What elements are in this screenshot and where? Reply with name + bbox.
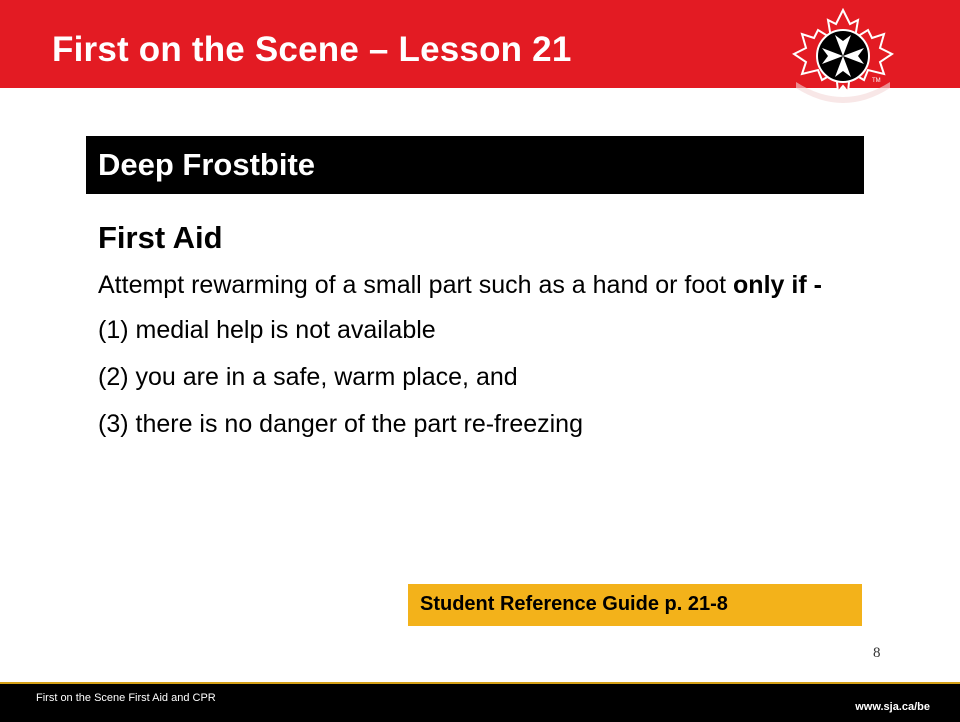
list-item: (2) you are in a safe, warm place, and [98,363,518,391]
intro-paragraph [98,268,838,303]
list-item: (1) medial help is not available [98,316,436,344]
footer-course-name: First on the Scene First Aid and CPR [36,692,216,704]
page-number: 8 [873,645,881,661]
subheading: First Aid [98,220,223,255]
section-title: Deep Frostbite [98,147,316,182]
list-item: (3) there is no danger of the part re-freezing [98,410,583,438]
trademark-mark: TM [872,78,881,84]
intro-bold-text: only if - [733,271,822,299]
intro-text: Attempt rewarming of a small part such as a hand or foot [98,271,734,299]
reference-label: Student Reference Guide p. 21-8 [420,593,728,615]
footer-bar [0,682,960,722]
footer-website-link[interactable]: www.sja.ca/be [855,701,930,713]
reference-box [408,584,862,626]
content-body [98,220,838,442]
section-banner [86,136,864,194]
sja-logo-icon [788,8,898,104]
slide-title: First on the Scene – Lesson 21 [52,30,572,69]
